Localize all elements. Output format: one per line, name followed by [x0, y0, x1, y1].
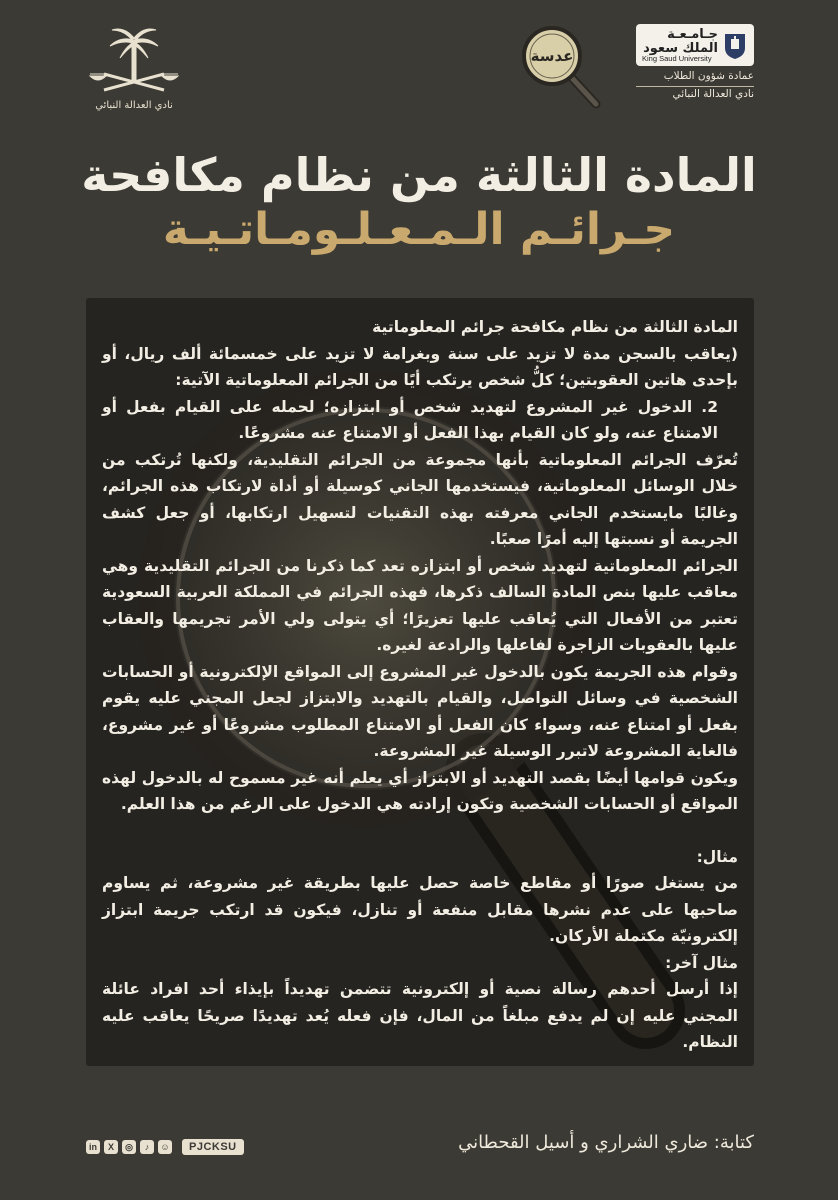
article-body [102, 314, 738, 1056]
page-title: المادة الثالثة من نظام مكافحة [81, 148, 757, 202]
social-links [86, 1136, 244, 1158]
definition-paragraph: تُعرّف الجرائم المعلوماتية بأنها مجموعة من الجرائم التقليدية، ولكنها تُرتكب من خلال الوسائل المعلوماتية، فيستخدمها الجاني كوسيلة أو أداة لارتكاب هذه الجرائم، وغالبًا مايستخدم الجاني معرفته بهذه التقنيات لتسهيل ارتكابها، أو جعل كشف الجريمة أو نسبتها إليه أمرًا صعبًا. [102, 450, 738, 548]
author-credit: كتابة: ضاري الشراري و أسيل القحطاني [458, 1132, 754, 1153]
linkedin-icon[interactable]: in [86, 1140, 100, 1154]
x-icon[interactable]: X [104, 1140, 118, 1154]
article-heading: المادة الثالثة من نظام مكافحة جرائم المعلوماتية [372, 318, 738, 336]
magnifier-logo-text: عدسة [530, 47, 574, 65]
page-subtitle: جـرائـم الـمـعـلـومـاتـيـة [162, 204, 676, 255]
deanship-divider [636, 86, 754, 87]
example2-label: مثال آخر: [665, 953, 738, 972]
justice-club-logo [84, 18, 184, 128]
article-clause: 2. الدخول غير المشروع لتهديد شخص أو ابتزازه؛ لحمله على القيام بفعل أو الامتناع عنه، ولو كان القيام بهذا الفعل أو الامتناع عنه مشروعًا. [102, 397, 718, 442]
ksu-logo [636, 24, 754, 66]
intent-paragraph: ويكون قوامها أيضًا بقصد التهديد أو الابتزاز أي يعلم أنه غير مسموح له بالدخول لهذه المواقع أو الحسابات الشخصية وتكون إرادته هي الدخول على الرغم من هذا العلم. [102, 768, 738, 813]
article-quote: (يعاقب بالسجن مدة لا تزيد على سنة وبغرامة لا تزيد على خمسمائة ألف ريال، أو بإحدى هاتين العقوبتين؛ كلُّ شخص يرتكب أيًا من الجرائم المعلوماتية الآتية: [102, 344, 738, 389]
elements-paragraph: وقوام هذه الجريمة يكون بالدخول غير المشروع إلى المواقع الإلكترونية أو الحسابات الشخصية في وسائل التواصل، والقيام بالتهديد والابتزاز لجعل المجني عليه يقوم بفعل أو امتناع عنه، وسواء كان الفعل أو الامتناع المطلوب مشروعًا أو غير مشروع، فالغاية المشروعة لاتبرر الوسيلة غير المشروعة. [102, 662, 738, 760]
content-panel [86, 298, 754, 1066]
club-subtitle: نادي العدالة النبائي [672, 88, 754, 100]
example-label: مثال: [696, 847, 738, 866]
social-handle[interactable]: PJCKSU [182, 1139, 244, 1155]
deanship-label: عمادة شؤون الطلاب [663, 70, 754, 82]
ksu-arabic-name: جـامـعـة الملك سعود [643, 27, 718, 56]
example-text: من يستغل صورًا أو مقاطع خاصة حصل عليها بطريقة غير مشروعة، ثم يساوم صاحبها على عدم نشرها مقابل منفعة أو تنازل، فيكون قد ارتكب جريمة ابتزاز إلكترونيّة مكتملة الأركان. [102, 874, 738, 945]
ksu-emblem-icon [722, 30, 748, 60]
club-name: نادي العدالة النبائي [95, 100, 173, 111]
example2-text: إذا أرسل أحدهم رسالة نصية أو إلكترونية تتضمن تهديداً بإيذاء أحد افراد عائلة المجني عليه إن لم يدفع مبلغاً من المال، فإن فعله يُعد تهديدًا صريحًا يعاقب عليه النظام. [102, 980, 738, 1051]
ksu-english-name: King Saud University [642, 54, 712, 63]
classification-paragraph: الجرائم المعلوماتية لتهديد شخص أو ابتزازه تعد كما ذكرنا من الجرائم التقليدية وهي معاقب عليها بنص المادة السالف ذكرها، فهذه الجرائم في المملكة العربية السعودية تعتبر من الأفعال التي يُعاقب عليها تعزيرًا؛ أي يتولى ولي الأمر تجريمها والعقاب عليها بالعقوبات الزاجرة لفاعلها والرادعة لغيره. [102, 556, 738, 654]
snapchat-icon[interactable]: ☺ [158, 1140, 172, 1154]
magnifier-logo [516, 20, 606, 112]
tiktok-icon[interactable]: ♪ [140, 1140, 154, 1154]
instagram-icon[interactable]: ◎ [122, 1140, 136, 1154]
